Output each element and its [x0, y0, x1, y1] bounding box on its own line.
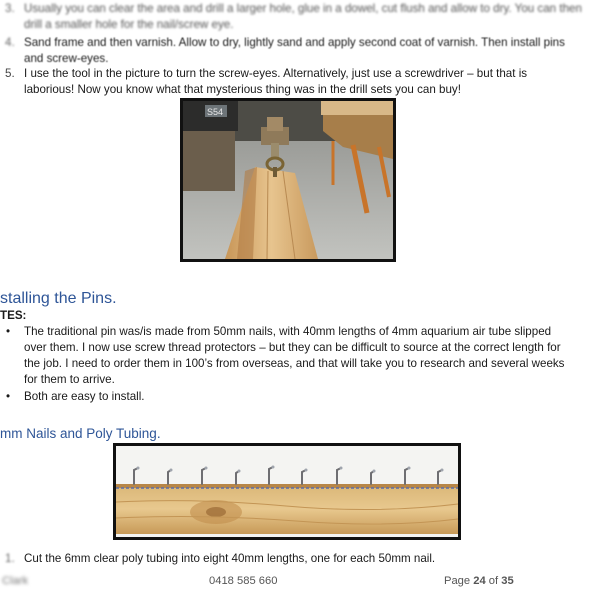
screw-eye-tool-photo	[180, 98, 396, 262]
screw-eye-tool-image	[183, 101, 393, 259]
bullet-dot: •	[6, 390, 11, 403]
page-prefix: Page	[444, 575, 474, 587]
section-heading: stalling the Pins.	[0, 290, 117, 307]
step-item-5	[0, 66, 604, 98]
bullet-text-line: the job. I need to order them in 100’s from overseas, and that will take you to research and several weeks	[24, 357, 565, 370]
bullet-dot: •	[6, 325, 11, 338]
sign-text: S54	[207, 107, 224, 117]
step-item-cut-tubing	[0, 551, 604, 567]
step-text-line: Usually you can clear the area and drill a larger hole, glue in a dowel, cut flush and allow to dry. You can then	[24, 2, 582, 15]
step-number: 4.	[5, 36, 15, 49]
bullet-item	[0, 389, 600, 405]
step-text-line: drill a smaller hole for the nail/screw eye.	[24, 18, 234, 31]
page-footer	[0, 573, 604, 591]
page-total: 35	[501, 575, 514, 587]
subheading: mm Nails and Poly Tubing.	[0, 426, 161, 441]
step-number: 5.	[5, 67, 15, 80]
step-number: 3.	[5, 2, 15, 15]
bullet-text-line: Both are easy to install.	[24, 390, 145, 403]
nails-frame-image	[116, 446, 458, 537]
page-current: 24	[473, 575, 486, 587]
step-text-line: Cut the 6mm clear poly tubing into eight 40mm lengths, one for each 50mm nail.	[24, 552, 436, 565]
step-number: 1.	[5, 552, 15, 565]
step-item-4	[0, 35, 604, 67]
step-text-line: and screw-eyes.	[24, 52, 109, 65]
step-item-3	[0, 1, 604, 33]
notes-label: TES:	[0, 309, 27, 322]
bullet-text-line: The traditional pin was/is made from 50mm nails, with 40mm lengths of 4mm aquarium air tube slipped	[24, 325, 552, 338]
footer-phone: 0418 585 660	[209, 575, 278, 587]
step-text-line: laborious! Now you know what that mysterious thing was in the drill sets you can buy!	[24, 83, 461, 96]
step-text-line: I use the tool in the picture to turn the screw-eyes. Alternatively, just use a screwdriver – but that is	[24, 67, 528, 80]
footer-author: Clark	[2, 575, 29, 587]
page-mid: of	[485, 575, 502, 587]
bullet-item	[0, 324, 600, 388]
step-text-line: Sand frame and then varnish. Allow to dry, lightly sand and apply second coat of varnish. Then install pins	[24, 36, 565, 49]
footer-page-number	[444, 573, 514, 589]
bullet-text-line: for them to arrive.	[24, 373, 115, 386]
bullet-text-line: over them. I now use screw thread protectors – but they can be difficult to source at the correct length for	[24, 341, 561, 354]
nails-frame-photo	[113, 443, 461, 540]
